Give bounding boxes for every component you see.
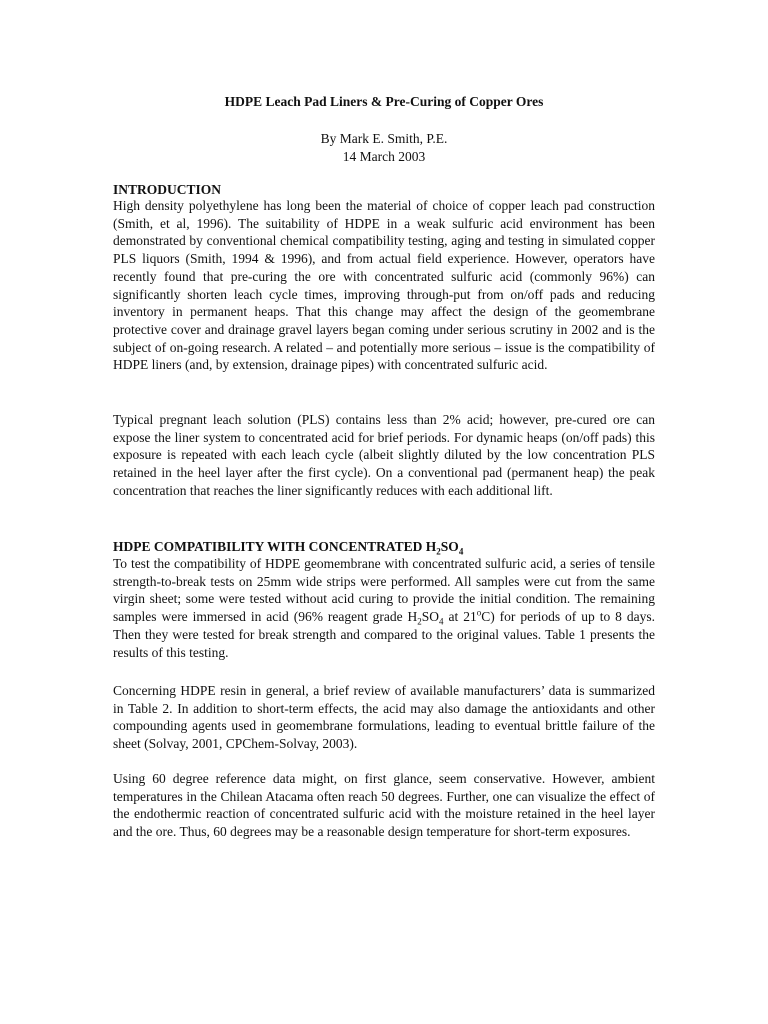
compatibility-paragraph-2: Concerning HDPE resin in general, a brief review of available manufacturers’ data is summarized in Table 2. In addition to short-term effects, the acid may also damage the antioxidants and other compounding agents used in geomembrane formulations, leading to eventual brittle failure of the sheet (Solvay, 2001, CPChem-Solvay, 2003).: [113, 683, 655, 752]
compatibility-heading-sub-4: 4: [458, 546, 464, 557]
compatibility-heading-sub-2: 2: [436, 546, 441, 557]
compat-p1-part3: at 21: [443, 609, 477, 625]
byline: [0, 130, 768, 166]
author: By Mark E. Smith, P.E.: [320, 131, 448, 146]
compatibility-paragraph-3: Using 60 degree reference data might, on first glance, seem conservative. However, ambient temperatures in the Chilean Atacama often reach 50 degrees. Further, one can visualize the effect of the endothermic reaction of concentrated sulfuric acid with the moisture retained in the heel layer and the ore. Thus, 60 degrees may be a reasonable design temperature for short-term exposures.: [113, 771, 655, 840]
date: 14 March 2003: [342, 149, 426, 164]
compat-p1-degree-sup: o: [476, 607, 482, 618]
compatibility-paragraph-1: [113, 555, 655, 661]
compatibility-heading-so: SO: [440, 539, 459, 554]
introduction-paragraph-1: High density polyethylene has long been the material of choice of copper leach pad construction (Smith, et al, 1996). The suitability of HDPE in a weak sulfuric acid environment has been demonstrated by conventional chemical compatibility testing, aging and testing in simulated copper PLS liquors (Smith, 1994 & 1996), and from actual field experience. However, operators have recently found that pre-curing the ore with concentrated sulfuric acid (commonly 96%) can significantly shorten leach cycle times, improving through-put from on/off pads and reducing inventory in permanent heaps. That this change may affect the design of the geomembrane protective cover and drainage gravel layers began coming under serious scrutiny in 2002 and is the subject of on-going research. A related – and potentially more serious – issue is the compatibility of HDPE liners (and, by extension, drainage pipes) with concentrated sulfuric acid.: [113, 198, 655, 373]
compat-p1-part1: To test the compatibility of HDPE geomembrane with concentrated sulfuric acid, a series of tensile strength-to-break tests on 25mm wide strips were performed. All samples were cut from the same virgin sheet; some were tested without acid curing to provide the initial condition. The remaining samples were immersed in acid (96% reagent grade H: [113, 556, 655, 625]
introduction-heading: INTRODUCTION: [113, 182, 222, 197]
compat-p1-sub-2: 2: [417, 616, 422, 627]
introduction-paragraph-2: Typical pregnant leach solution (PLS) contains less than 2% acid; however, pre-cured ore can expose the liner system to concentrated acid for brief periods. For dynamic heaps (on/off pads) this exposure is repeated with each leach cycle (albeit slightly diluted by the low concentration PLS retained in the heel layer after the first cycle). On a conventional pad (permanent heap) the peak concentration that reaches the liner significantly reduces with each additional lift.: [113, 412, 655, 498]
compatibility-heading: [113, 539, 463, 555]
document-title: HDPE Leach Pad Liners & Pre-Curing of Copper Ores: [224, 94, 544, 109]
compat-p1-part2: SO: [421, 609, 440, 625]
compat-p1-sub-4: 4: [439, 616, 444, 627]
compatibility-heading-text: HDPE COMPATIBILITY WITH CONCENTRATED H: [113, 539, 437, 554]
compat-p1-part4: C) for periods of up to 8 days. Then they were tested for break strength and compared to the original values. Table 1 presents the results of this testing.: [113, 609, 655, 660]
